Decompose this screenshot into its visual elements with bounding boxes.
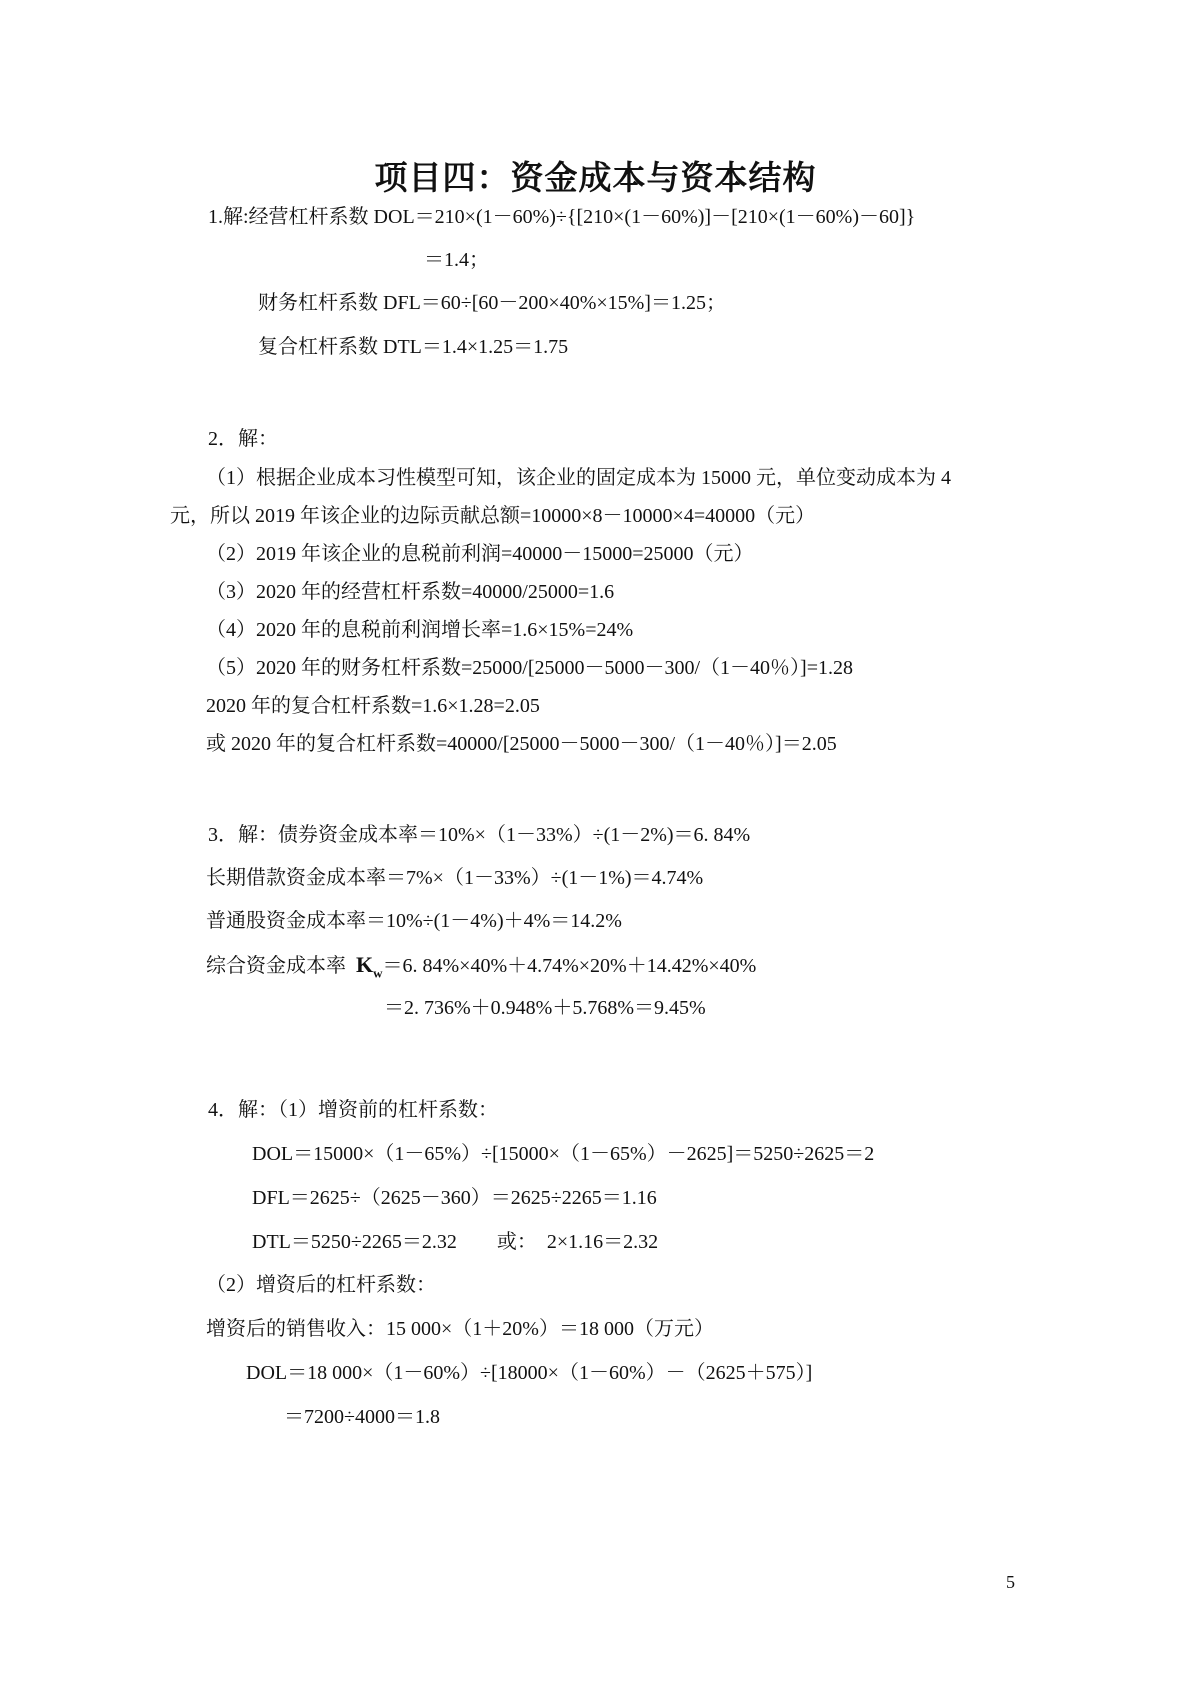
q4-heading: 4．解：（1）增资前的杠杆系数： [208, 1099, 498, 1121]
q3-bond-cost: 3．解：债券资金成本率＝10%×（1－33%）÷(1－2%)＝6. 84% [208, 824, 751, 846]
q2-item-4: （4）2020 年的息税前利润增长率=1.6×15%=24% [206, 619, 634, 641]
q3-composite-formula: ＝6. 84%×40%＋4.74%×20%＋14.42%×40% [382, 955, 757, 977]
q3-loan-cost: 长期借款资金成本率＝7%×（1－33%）÷(1－1%)＝4.74% [206, 867, 704, 889]
q4-dtl-before: DTL＝5250÷2265＝2.32 或： 2×1.16＝2.32 [252, 1231, 659, 1253]
q1-dfl-line: 财务杠杆系数 DFL＝60÷[60－200×40%×15%]＝1.25； [258, 292, 726, 314]
q1-dol-line: 1.解:经营杠杆系数 DOL＝210×(1－60%)÷{[210×(1－60%)]－[210×(1－60%)－60]} [208, 206, 916, 228]
q3-composite-cost [206, 952, 756, 986]
q2-heading: 2．解： [208, 428, 278, 450]
q4-dol-after-result: ＝7200÷4000＝1.8 [284, 1406, 440, 1428]
q3-composite-prefix: 综合资金成本率 [206, 955, 356, 977]
q4-dfl-before: DFL＝2625÷（2625－360）＝2625÷2265＝1.16 [252, 1187, 657, 1209]
q3-kw-symbol [356, 952, 383, 981]
q4-dol-after: DOL＝18 000×（1－60%）÷[18000×（1－60%）－（2625＋575）] [246, 1362, 813, 1384]
q2-item-3: （3）2020 年的经营杠杆系数=40000/25000=1.6 [206, 581, 615, 603]
q2-item-2: （2）2019 年该企业的息税前利润=40000－15000=25000（元） [206, 543, 754, 565]
q2-item-1: （1）根据企业成本习性模型可知，该企业的固定成本为 15000 元，单位变动成本为 4 [206, 467, 951, 489]
q2-item-1-cont: 元，所以 2019 年该企业的边际贡献总额=10000×8－10000×4=40000（元） [170, 505, 816, 527]
q2-item-5: （5）2020 年的财务杠杆系数=25000/[25000－5000－300/（1－40％）]=1.28 [206, 657, 853, 679]
q4-item-2-heading: （2）增资后的杠杆系数： [206, 1274, 436, 1296]
q3-composite-result: ＝2. 736%＋0.948%＋5.768%＝9.45% [384, 997, 706, 1019]
q2-item-5-dtl: 2020 年的复合杠杆系数=1.6×1.28=2.05 [206, 695, 540, 717]
q4-dol-before: DOL＝15000×（1－65%）÷[15000×（1－65%）－2625]＝5250÷2625＝2 [252, 1143, 875, 1165]
q3-kw-subscript: w [373, 965, 383, 981]
q2-item-5-alt: 或 2020 年的复合杠杆系数=40000/[25000－5000－300/（1－40％）]＝2.05 [206, 733, 837, 755]
q4-sales-after: 增资后的销售收入：15 000×（1＋20%）＝18 000（万元） [206, 1318, 714, 1340]
q1-dtl-line: 复合杠杆系数 DTL＝1.4×1.25＝1.75 [258, 336, 569, 358]
q3-kw-k: K [356, 952, 374, 977]
q1-dol-result: ＝1.4； [424, 249, 489, 271]
page-number: 5 [1006, 1572, 1015, 1592]
q3-stock-cost: 普通股资金成本率＝10%÷(1－4%)＋4%＝14.2% [206, 910, 622, 932]
page-title: 项目四：资金成本与资本结构 [374, 158, 817, 197]
